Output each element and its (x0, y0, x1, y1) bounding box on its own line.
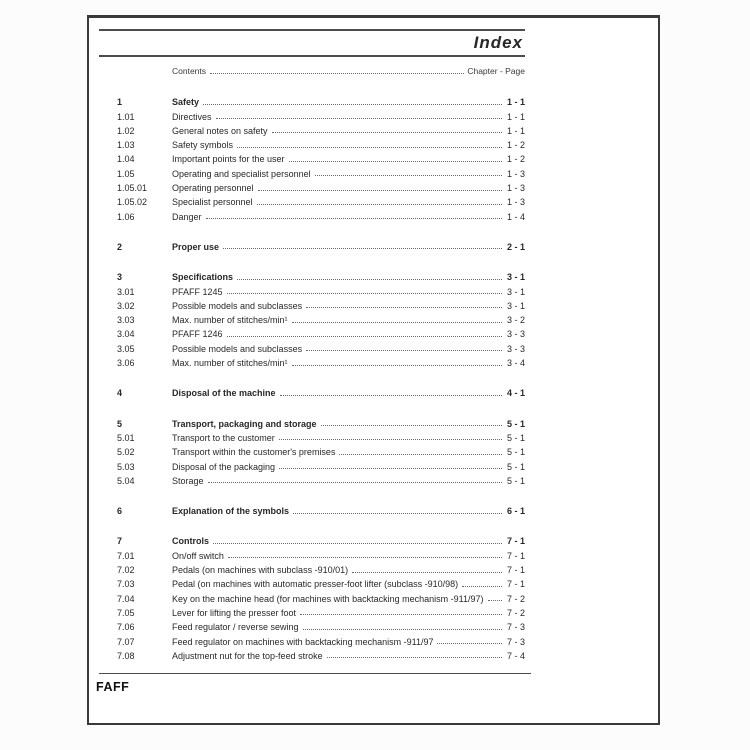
toc-entry-number: 3.05 (117, 343, 135, 354)
dotted-leader (321, 425, 502, 426)
toc-entry (99, 122, 525, 136)
toc-entry (99, 457, 525, 471)
dotted-leader (228, 557, 502, 558)
toc-entry-page: 5 - 1 (506, 447, 525, 458)
dotted-leader (272, 132, 502, 133)
toc-entry-page: 1 - 4 (506, 211, 525, 222)
toc-entry (99, 179, 525, 193)
toc-entry (99, 207, 525, 221)
toc-entry-page: 7 - 4 (506, 650, 525, 661)
toc-entry-page: 7 - 2 (506, 593, 525, 604)
toc-entry-page: 1 - 2 (506, 154, 525, 165)
dotted-leader (292, 322, 502, 323)
toc-entry-title: Proper use (172, 241, 220, 252)
toc-entry (99, 282, 525, 296)
toc-entry-number: 1.01 (117, 111, 135, 122)
toc-entry-title: General notes on safety (172, 125, 268, 136)
toc-entry-title: Operating and specialist personnel (172, 168, 311, 179)
toc-entry (99, 443, 525, 457)
toc-section-1 (99, 93, 525, 222)
toc-entry-page: 4 - 1 (506, 388, 525, 399)
toc-entry-number: 7.06 (117, 622, 135, 633)
toc-entry (99, 384, 525, 398)
toc-entry-title: Important points for the user (172, 154, 285, 165)
toc-entry-title: Safety (172, 97, 200, 108)
dotted-leader (339, 454, 502, 455)
toc-entry (99, 238, 525, 252)
toc-entry (99, 297, 525, 311)
toc-entry-number: 5.03 (117, 461, 135, 472)
toc-section-6 (99, 502, 525, 516)
toc-entry-number: 3.02 (117, 300, 135, 311)
toc-entry-page: 3 - 3 (506, 343, 525, 354)
toc-entry-page: 3 - 1 (506, 300, 525, 311)
toc-entry (99, 136, 525, 150)
toc-entry-number: 1.05.01 (117, 183, 148, 194)
dotted-leader (327, 657, 502, 658)
toc-entry-number: 7.07 (117, 636, 135, 647)
toc-entry (99, 150, 525, 164)
header-rule-bottom (99, 55, 525, 57)
toc-entry-title: Disposal of the machine (172, 388, 276, 399)
toc-entry-page: 7 - 2 (506, 607, 525, 618)
dotted-leader (293, 513, 502, 514)
toc-entry-number: 7.04 (117, 593, 135, 604)
toc-entry-page: 7 - 1 (506, 550, 525, 561)
dotted-leader (257, 204, 502, 205)
toc-entry (99, 311, 525, 325)
toc-entry-page: 5 - 1 (506, 418, 525, 429)
toc-entry-number: 2 (117, 241, 123, 252)
toc-entry (99, 325, 525, 339)
toc-entry (99, 429, 525, 443)
dotted-leader (303, 629, 502, 630)
toc-entry-number: 3.04 (117, 329, 135, 340)
dotted-leader (203, 104, 502, 105)
toc-section-5 (99, 414, 525, 485)
toc-entry-title: PFAFF 1245 (172, 286, 223, 297)
toc-entry-title: Transport, packaging and storage (172, 418, 317, 429)
toc-entry-number: 3 (117, 272, 123, 283)
toc-entry-title: Adjustment nut for the top-feed stroke (172, 650, 323, 661)
toc-entry-number: 3.03 (117, 315, 135, 326)
toc-entry-number: 5 (117, 418, 123, 429)
dotted-leader (462, 586, 502, 587)
toc-entry-title: Transport within the customer's premises (172, 447, 336, 458)
table-of-contents (99, 93, 525, 661)
dotted-leader (208, 482, 502, 483)
toc-entry-number: 1.02 (117, 125, 135, 136)
toc-entry-title: Lever for lifting the presser foot (172, 607, 297, 618)
toc-entry-title: Disposal of the packaging (172, 461, 276, 472)
toc-entry-title: Specifications (172, 272, 234, 283)
toc-entry-page: 3 - 2 (506, 315, 525, 326)
toc-entry-title: PFAFF 1246 (172, 329, 223, 340)
toc-entry-page: 1 - 3 (506, 168, 525, 179)
toc-entry-title: Max. number of stitches/min¹ (172, 315, 288, 326)
toc-entry-number: 7.02 (117, 565, 135, 576)
dotted-leader (237, 279, 502, 280)
toc-entry (99, 632, 525, 646)
toc-entry (99, 107, 525, 121)
footer-rule (99, 673, 531, 674)
toc-entry-page: 7 - 3 (506, 622, 525, 633)
dotted-leader (210, 73, 464, 74)
toc-entry-page: 2 - 1 (506, 241, 525, 252)
toc-entry-number: 1 (117, 97, 123, 108)
toc-entry-title: Danger (172, 211, 202, 222)
toc-entry-title: Operating personnel (172, 183, 254, 194)
toc-entry-page: 5 - 1 (506, 432, 525, 443)
dotted-leader (227, 293, 502, 294)
toc-entry (99, 93, 525, 107)
toc-entry-page: 1 - 3 (506, 197, 525, 208)
toc-entry-title: Feed regulator / reverse sewing (172, 622, 299, 633)
dotted-leader (227, 336, 502, 337)
contents-label: Contents (172, 66, 207, 76)
toc-entry (99, 193, 525, 207)
dotted-leader (216, 118, 502, 119)
toc-section-7 (99, 532, 525, 661)
dotted-leader (213, 543, 502, 544)
brand-logo: FAFF (96, 680, 130, 694)
toc-entry-page: 7 - 1 (506, 536, 525, 547)
toc-entry (99, 532, 525, 546)
dotted-leader (289, 161, 502, 162)
toc-entry-title: On/off switch (172, 550, 224, 561)
toc-entry (99, 618, 525, 632)
toc-entry-title: Possible models and subclasses (172, 300, 303, 311)
dotted-leader (237, 147, 502, 148)
toc-entry-page: 6 - 1 (506, 506, 525, 517)
dotted-leader (300, 614, 502, 615)
toc-entry (99, 414, 525, 428)
toc-entry-title: Explanation of the symbols (172, 506, 290, 517)
toc-entry-title: Pedal (on machines with automatic presser-foot lifter (subclass -910/98) (172, 579, 459, 590)
toc-entry-page: 3 - 3 (506, 329, 525, 340)
toc-entry-number: 7.03 (117, 579, 135, 590)
page-footer (96, 673, 531, 694)
toc-entry-page: 3 - 4 (506, 358, 525, 369)
dotted-leader (315, 175, 502, 176)
toc-entry-number: 7.01 (117, 550, 135, 561)
dotted-leader (306, 307, 502, 308)
toc-entry-number: 5.01 (117, 432, 135, 443)
toc-entry-page: 5 - 1 (506, 475, 525, 486)
toc-entry-number: 4 (117, 388, 123, 399)
toc-entry-title: Specialist personnel (172, 197, 253, 208)
dotted-leader (279, 468, 502, 469)
page-title: Index (473, 33, 523, 52)
toc-entry-number: 5.04 (117, 475, 135, 486)
toc-entry-page: 7 - 1 (506, 565, 525, 576)
toc-entry-title: Controls (172, 536, 209, 547)
toc-entry-title: Pedals (on machines with subclass -910/01) (172, 565, 349, 576)
toc-entry-page: 1 - 3 (506, 183, 525, 194)
toc-entry-title: Storage (172, 475, 204, 486)
dotted-leader (306, 350, 502, 351)
page-header (99, 29, 525, 661)
toc-entry-title: Safety symbols (172, 140, 234, 151)
chapter-page-label: Chapter - Page (467, 66, 525, 76)
toc-entry-number: 6 (117, 506, 123, 517)
toc-entry-page: 1 - 1 (506, 97, 525, 108)
toc-entry-number: 3.01 (117, 286, 135, 297)
toc-section-4 (99, 384, 525, 398)
toc-entry-number: 1.03 (117, 140, 135, 151)
toc-entry-title: Transport to the customer (172, 432, 275, 443)
toc-entry-number: 1.04 (117, 154, 135, 165)
toc-entry-page: 5 - 1 (506, 461, 525, 472)
dotted-leader (223, 248, 502, 249)
toc-entry-page: 7 - 3 (506, 636, 525, 647)
toc-entry-number: 1.05.02 (117, 197, 148, 208)
toc-entry-title: Key on the machine head (for machines with backtacking mechanism -911/97) (172, 593, 484, 604)
toc-entry-page: 1 - 1 (506, 111, 525, 122)
toc-entry (99, 268, 525, 282)
dotted-leader (437, 643, 502, 644)
toc-entry-title: Possible models and subclasses (172, 343, 303, 354)
toc-entry-title: Max. number of stitches/min¹ (172, 358, 288, 369)
toc-section-2 (99, 238, 525, 252)
toc-entry (99, 164, 525, 178)
toc-entry (99, 472, 525, 486)
toc-entry-number: 5.02 (117, 447, 135, 458)
toc-entry-page: 1 - 1 (506, 125, 525, 136)
toc-entry (99, 561, 525, 575)
toc-entry-page: 3 - 1 (506, 286, 525, 297)
contents-header-row (99, 66, 525, 76)
dotted-leader (292, 365, 502, 366)
toc-entry (99, 589, 525, 603)
toc-entry-number: 3.06 (117, 358, 135, 369)
toc-entry-title: Feed regulator on machines with backtacking mechanism -911/97 (172, 636, 434, 647)
toc-entry-number: 7 (117, 536, 123, 547)
toc-entry (99, 502, 525, 516)
toc-entry-page: 7 - 1 (506, 579, 525, 590)
toc-entry-number: 7.05 (117, 607, 135, 618)
toc-entry (99, 647, 525, 661)
toc-entry (99, 354, 525, 368)
dotted-leader (488, 600, 502, 601)
dotted-leader (352, 572, 502, 573)
dotted-leader (206, 218, 502, 219)
toc-section-3 (99, 268, 525, 368)
toc-entry-number: 1.06 (117, 211, 135, 222)
toc-entry (99, 339, 525, 353)
toc-entry-page: 1 - 2 (506, 140, 525, 151)
toc-entry (99, 575, 525, 589)
scanned-manual-page (87, 15, 660, 725)
dotted-leader (280, 395, 502, 396)
dotted-leader (258, 190, 502, 191)
toc-entry (99, 604, 525, 618)
toc-entry-title: Directives (172, 111, 212, 122)
toc-entry-page: 3 - 1 (506, 272, 525, 283)
toc-entry-number: 1.05 (117, 168, 135, 179)
dotted-leader (279, 439, 502, 440)
toc-entry-number: 7.08 (117, 650, 135, 661)
toc-entry (99, 546, 525, 560)
